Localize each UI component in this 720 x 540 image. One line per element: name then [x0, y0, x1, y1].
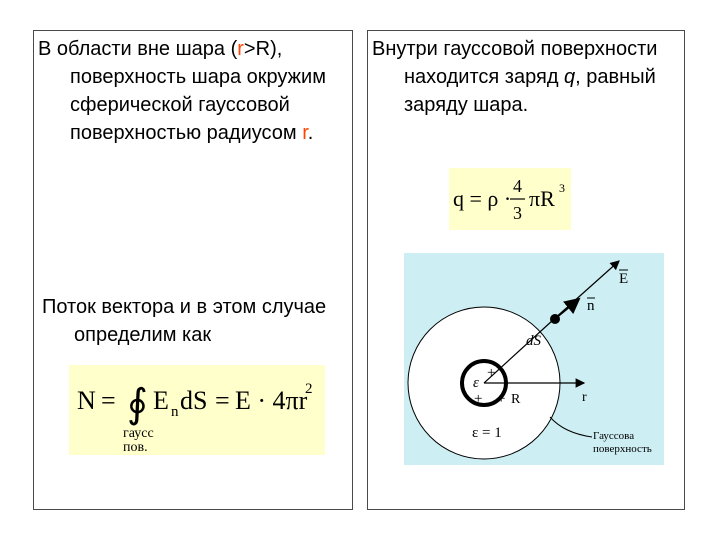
- text-fragment: , равный заряду шара.: [404, 66, 656, 116]
- formula-rhs: E · 4πr: [235, 386, 308, 415]
- integral-subscript: гаусс: [123, 426, 154, 441]
- formula-exponent: 3: [559, 181, 565, 195]
- epsilon-equals-label: ε = 1: [472, 425, 502, 441]
- plus-sign: +: [487, 365, 496, 381]
- text-fragment: Внутри гауссовой поверхности находится заряд: [372, 38, 658, 88]
- gauss-surface-label: поверхность: [593, 443, 652, 455]
- r-symbol: r: [237, 38, 244, 60]
- integral-subscript: пов.: [123, 440, 148, 455]
- formula-dS: dS: [180, 386, 208, 415]
- plus-sign: +: [497, 391, 506, 407]
- dS-label: dS: [526, 333, 541, 349]
- period: .: [307, 122, 314, 144]
- flux-formula: [69, 365, 325, 455]
- formula-N: N: [77, 386, 96, 415]
- outside-region-text: [38, 35, 382, 147]
- plus-sign: +: [474, 391, 483, 407]
- left-panel: [33, 30, 353, 510]
- greater-sign: >: [243, 38, 256, 60]
- r-label: r: [582, 390, 587, 405]
- q-symbol: q: [564, 66, 576, 88]
- flux-formula-svg: [69, 365, 325, 455]
- text-fragment: В области вне шара (: [38, 38, 238, 60]
- n-label: n: [587, 298, 595, 314]
- flux-text: [42, 293, 374, 349]
- r-symbol: r: [302, 122, 308, 144]
- formula-lhs: q = ρ ·: [453, 186, 512, 211]
- gauss-surface-label: Гауссова: [593, 430, 635, 442]
- formula-piR: πR: [529, 186, 555, 211]
- charge-formula-svg: [449, 168, 571, 230]
- E-label: E: [619, 271, 629, 287]
- fraction-numerator: 4: [513, 176, 522, 196]
- gauss-diagram: [404, 253, 664, 465]
- surface-element-dot: [550, 314, 560, 324]
- gauss-diagram-svg: [404, 253, 664, 465]
- contour-integral-symbol: ∮: [127, 381, 148, 426]
- text-fragment: ), поверхность шара окружим сферической гауссовой поверхностью радиусом: [70, 38, 326, 144]
- charge-formula: [449, 168, 571, 230]
- formula-equals: =: [101, 386, 116, 415]
- flux-text-content: Поток вектора и в этом случае определим как: [42, 296, 327, 346]
- formula-exponent: 2: [305, 381, 313, 397]
- R-label: R: [511, 392, 521, 407]
- R-symbol: R: [255, 38, 271, 60]
- right-panel: [367, 30, 685, 510]
- epsilon-inner-label: ε: [473, 375, 479, 391]
- formula-equals: =: [215, 386, 230, 415]
- formula-subscript-n: n: [171, 404, 179, 420]
- fraction-denominator: 3: [513, 203, 522, 223]
- inside-region-text: [372, 35, 714, 119]
- formula-E: E: [153, 386, 169, 415]
